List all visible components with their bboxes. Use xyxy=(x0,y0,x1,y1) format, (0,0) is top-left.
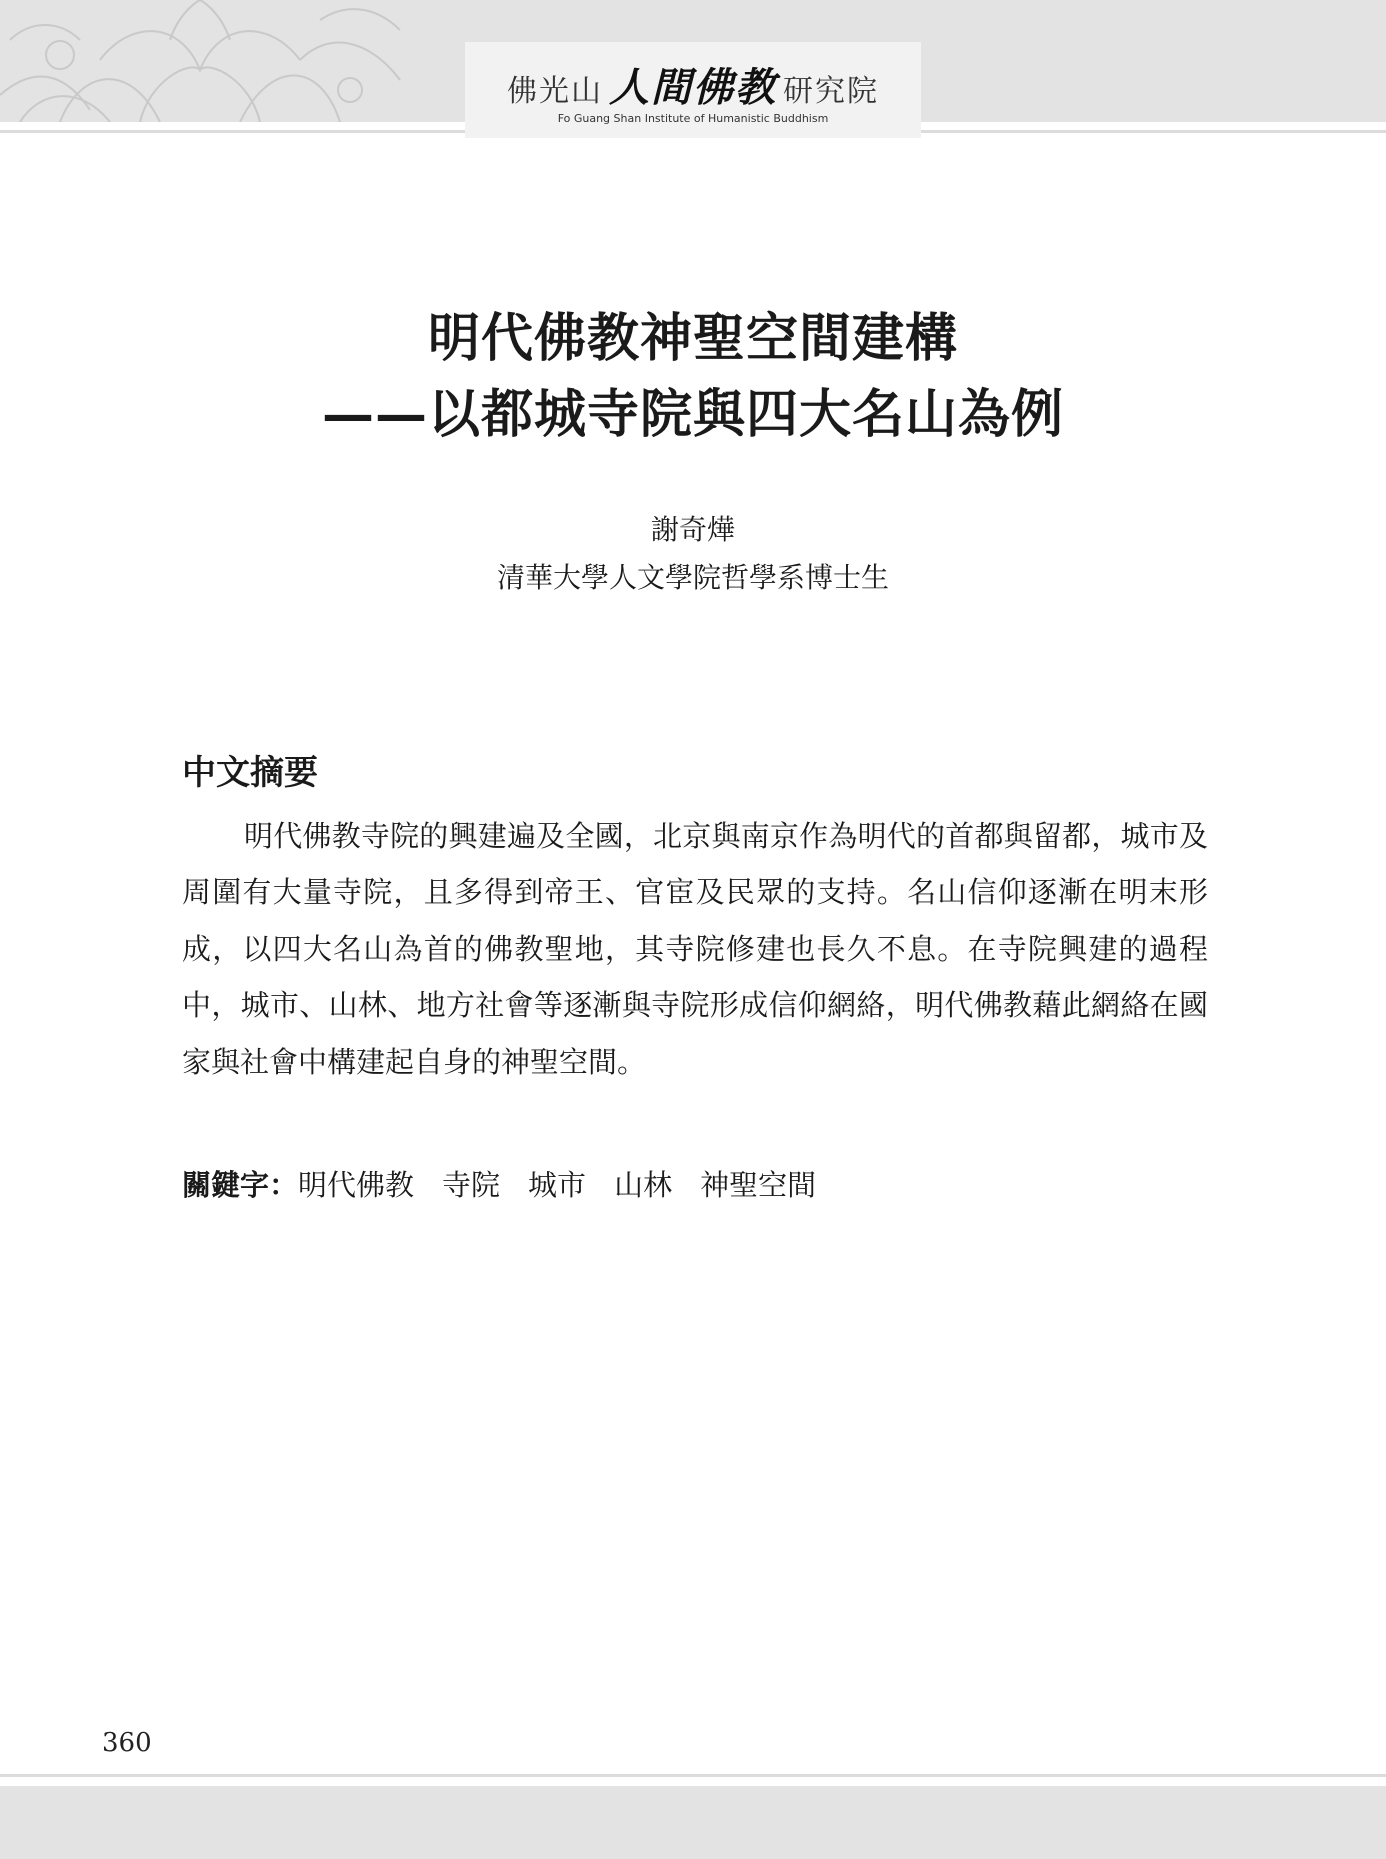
keyword-item: 寺院 xyxy=(442,1168,501,1202)
keyword-item: 山林 xyxy=(614,1168,673,1202)
author-name: 謝奇燁 xyxy=(650,513,735,546)
paper-title-line1: 明代佛教神聖空間建構 xyxy=(427,308,958,369)
journal-masthead xyxy=(465,42,921,138)
keyword-item: 城市 xyxy=(528,1168,587,1202)
keyword-item: 神聖空間 xyxy=(700,1168,817,1202)
page-number: 360 xyxy=(102,1728,152,1758)
masthead-prefix: 佛光山 xyxy=(507,74,603,109)
lotus-ornament-icon xyxy=(0,0,420,122)
keywords-label: 關鍵字： xyxy=(182,1168,299,1202)
keyword-item: 明代佛教 xyxy=(298,1168,415,1202)
footer-rule xyxy=(0,1774,1386,1777)
masthead-english: Fo Guang Shan Institute of Humanistic Buddhism xyxy=(557,112,829,125)
author-affiliation: 清華大學人文學院哲學系博士生 xyxy=(496,561,889,594)
abstract-body: 明代佛教寺院的興建遍及全國，北京與南京作為明代的首都與留都，城市及周圍有大量寺院，且多得到帝王、官宦及民眾的支持。名山信仰逐漸在明末形成，以四大名山為首的佛教聖地，其寺院修建也長久不息。在寺院興建的過程中，城市、山林、地方社會等逐漸與寺院形成信仰網絡，明代佛教藉此網絡在國家與社會中構建起自身的神聖空間。 xyxy=(182,819,1208,1079)
keywords-line xyxy=(182,1163,844,1204)
masthead-suffix: 研究院 xyxy=(783,74,879,109)
masthead-brand: 人間佛教 xyxy=(609,64,777,111)
paper-title-line2: ——以都城寺院與四大名山為例 xyxy=(321,384,1064,445)
footer-band xyxy=(0,1786,1386,1859)
masthead-chinese xyxy=(465,56,921,113)
abstract-heading: 中文摘要 xyxy=(182,753,318,793)
